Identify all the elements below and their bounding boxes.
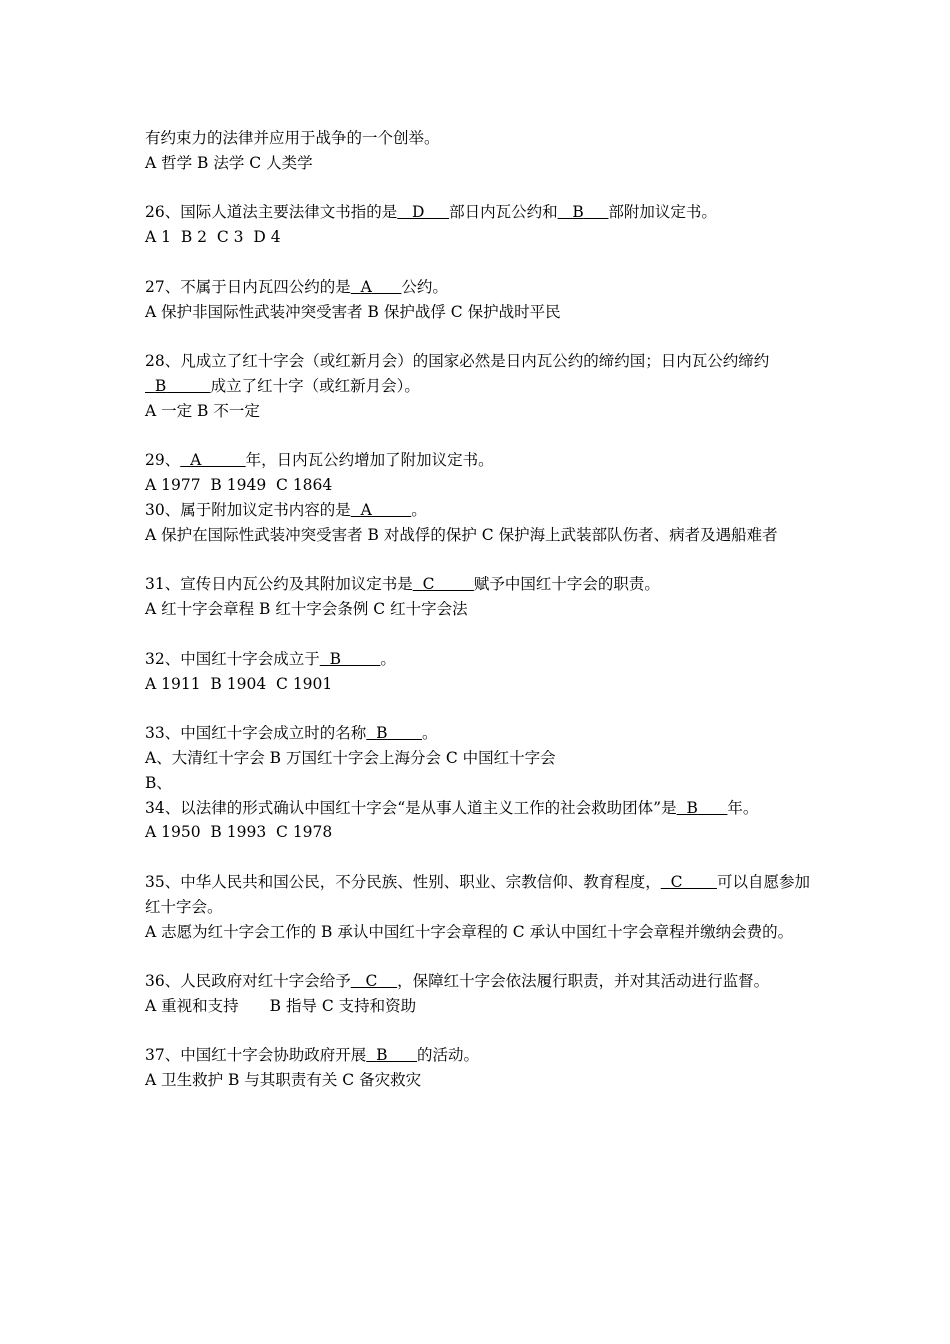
- options-line: A 一定 B 不一定: [145, 401, 260, 420]
- question-32: 32、中国红十字会成立于 B 。: [145, 649, 396, 668]
- question-33: 33、中国红十字会成立时的名称 B 。: [145, 724, 438, 743]
- options-line: B、: [145, 773, 172, 792]
- options-line: A 重视和支持 B 指导 C 支持和资助: [145, 996, 417, 1015]
- options-line: A 1977 B 1949 C 1864: [145, 476, 333, 495]
- question-28: 28、凡成立了红十字会（或红新月会）的国家必然是日内瓦公约的缔约国；日内瓦公约缔约: [145, 352, 770, 371]
- question-36: 36、人民政府对红十字会给予 C ，保障红十字会依法履行职责，并对其活动进行监督。: [145, 972, 770, 991]
- answer-blank: C: [365, 972, 378, 991]
- options-line: A 卫生救护 B 与其职责有关 C 备灾救灾: [145, 1071, 422, 1090]
- question-37: 37、中国红十字会协助政府开展 B 的活动。: [145, 1046, 480, 1065]
- answer-blank: B: [154, 376, 167, 395]
- options-line: A 1911 B 1904 C 1901: [145, 674, 333, 693]
- answer-blank: B: [686, 798, 698, 817]
- options-line: A 哲学 B 法学 C 人类学: [145, 153, 313, 172]
- question-35: 35、中华人民共和国公民，不分民族、性别、职业、宗教信仰、教育程度， C 可以自愿参加红十字会。: [145, 872, 810, 916]
- paragraph-gap: [145, 548, 810, 573]
- options-line: A 红十字会章程 B 红十字会条例 C 红十字会法: [145, 600, 468, 619]
- question-34: 34、以法律的形式确认中国红十字会“是从事人道主义工作的社会救助团体”是 B 年。: [145, 798, 759, 817]
- paragraph-gap: [145, 622, 810, 647]
- options-line: A 保护非国际性武装冲突受害者 B 保护战俘 C 保护战时平民: [145, 302, 561, 321]
- answer-blank: C: [422, 575, 435, 594]
- text-line: 有约束力的法律并应用于战争的一个创举。: [145, 129, 440, 147]
- answer-blank: B: [572, 203, 584, 222]
- paragraph-gap: [145, 250, 810, 275]
- question-26: 26、国际人道法主要法律文书指的是 D 部日内瓦公约和 B 部附加议定书。: [145, 203, 717, 222]
- question-28-continued: B 成立了红十字（或红新月会）。: [154, 376, 420, 395]
- answer-blank: B: [329, 649, 341, 668]
- question-29: 29、 A 年，日内瓦公约增加了附加议定书。: [145, 451, 494, 470]
- paragraph-gap: [145, 696, 810, 721]
- options-line: A、大清红十字会 B 万国红十字会上海分会 C 中国红十字会: [145, 748, 556, 767]
- options-line: A 1 B 2 C 3 D 4: [145, 228, 281, 247]
- paragraph-gap: [145, 944, 810, 969]
- answer-blank: D: [412, 203, 425, 222]
- options-line: A 志愿为红十字会工作的 B 承认中国红十字会章程的 C 承认中国红十字会章程并缴纳会费的。: [145, 922, 794, 941]
- paragraph-gap: [145, 424, 810, 449]
- paragraph-gap: [145, 176, 810, 201]
- paragraph-gap: [145, 845, 810, 870]
- document-body: [145, 126, 810, 1093]
- question-27: 27、不属于日内瓦四公约的是 A 公约。: [145, 277, 448, 296]
- options-line: A 保护在国际性武装冲突受害者 B 对战俘的保护 C 保护海上武装部队伤者、病者及遇船难者: [145, 525, 778, 544]
- options-line: A 1950 B 1993 C 1978: [145, 823, 333, 842]
- answer-blank: C: [670, 872, 683, 891]
- answer-blank: A: [360, 500, 372, 519]
- question-31: 31、宣传日内瓦公约及其附加议定书是 C 赋予中国红十字会的职责。: [145, 575, 660, 594]
- paragraph-gap: [145, 324, 810, 349]
- question-30: 30、属于附加议定书内容的是 A 。: [145, 500, 427, 519]
- answer-blank: A: [190, 451, 202, 470]
- answer-blank: B: [376, 1046, 388, 1065]
- paragraph-gap: [145, 1019, 810, 1044]
- answer-blank: B: [376, 724, 388, 743]
- answer-blank: A: [360, 277, 372, 296]
